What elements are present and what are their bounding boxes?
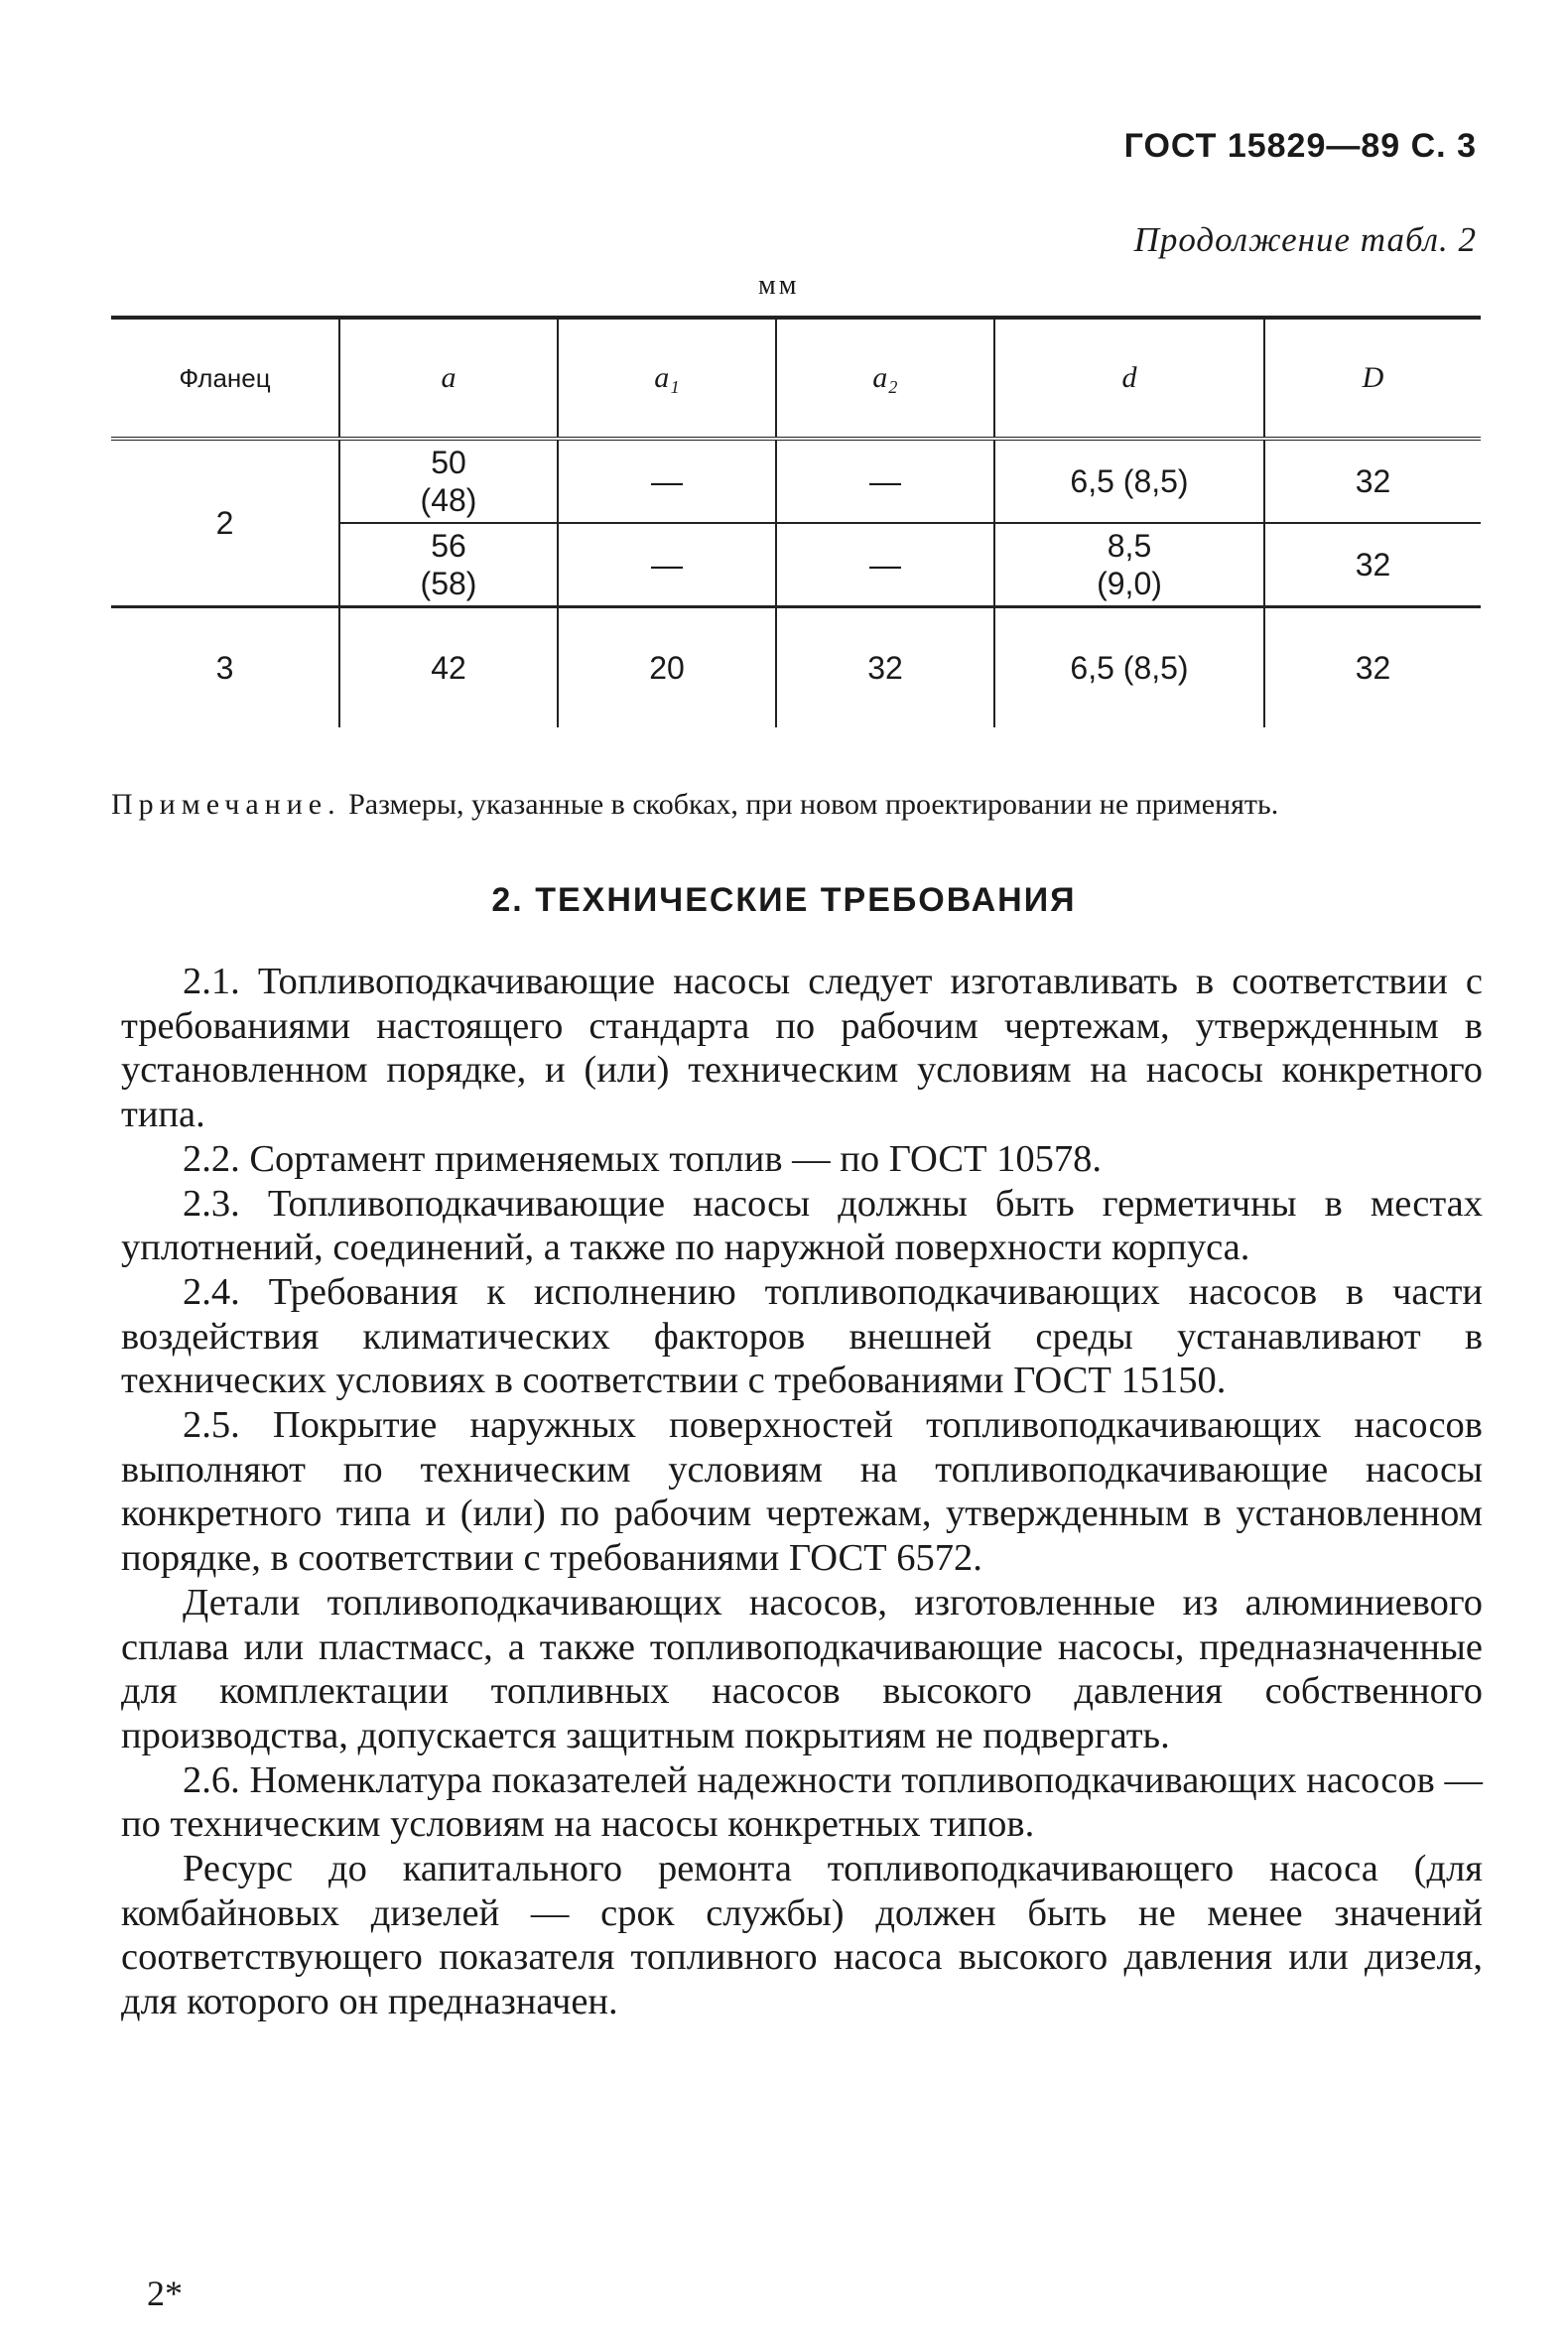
paragraph: 2.6. Номенклатура показателей надежности топливоподкачивающих насосов — по техническим условиям на насосы конкретных типов. [121, 1758, 1483, 1846]
cell-a2: — [776, 439, 994, 523]
table-row [111, 607, 1481, 728]
col-header-a: a [339, 318, 558, 439]
col-header-flange: Фланец [111, 318, 339, 439]
note-text: Размеры, указанные в скобках, при новом проектировании не применять. [348, 788, 1279, 821]
table-unit: мм [758, 270, 800, 301]
paragraph: 2.3. Топливоподкачивающие насосы должны быть герметичны в местах уплотнений, соединений, а также по наружной поверхности корпуса. [121, 1182, 1483, 1269]
paragraph: 2.2. Сортамент применяемых топлив — по ГОСТ 10578. [183, 1137, 1103, 1180]
note-label: Примечание. [111, 788, 341, 821]
cell-D: 32 [1264, 439, 1481, 523]
cell-a1: 20 [558, 607, 776, 728]
cell-D: 32 [1264, 523, 1481, 607]
cell-d: 8,5 (9,0) [994, 523, 1264, 607]
cell-d: 6,5 (8,5) [994, 607, 1264, 728]
cell-a2: 32 [776, 607, 994, 728]
cell-a: 42 [339, 607, 558, 728]
cell-a1: — [558, 439, 776, 523]
cell-a: 50 (48) [339, 439, 558, 523]
col-header-a2: a₂ [776, 318, 994, 439]
cell-flange: 2 [111, 439, 339, 607]
paragraph: Ресурс до капитального ремонта топливоподкачивающего насоса (для комбайновых дизелей — срок службы) должен быть не менее значений соответствующего показателя топливного насоса высокого давления или дизеля, для которого он предназначен. [121, 1848, 1483, 2023]
col-header-a1: a₁ [558, 318, 776, 439]
cell-a: 56 (58) [339, 523, 558, 607]
cell-a1: — [558, 523, 776, 607]
dimensions-table [111, 316, 1481, 727]
section-title: 2. ТЕХНИЧЕСКИЕ ТРЕБОВАНИЯ [491, 881, 1077, 919]
col-header-d: d [994, 318, 1264, 439]
table-note [111, 784, 1481, 826]
col-header-D: D [1264, 318, 1481, 439]
cell-D: 32 [1264, 607, 1481, 728]
section-body [121, 960, 1483, 2024]
page-footer-mark: 2* [147, 2273, 183, 2313]
cell-flange: 3 [215, 650, 234, 686]
paragraph: Детали топливоподкачивающих насосов, изготовленные из алюминиевого сплава или пластмасс, а также топливоподкачивающие насосы, предназначенные для комплектации топливных насосов высокого давления собственного производства, допускается защитным покрытиям не подвергать. [121, 1581, 1483, 1756]
table-header-row [111, 318, 1481, 439]
table-row [111, 439, 1481, 523]
table-continuation-label: Продолжение табл. 2 [1133, 220, 1477, 259]
paragraph: 2.4. Требования к исполнению топливоподкачивающих насосов в части воздействия климатических факторов внешней среды устанавливают в технических условиях в соответствии с требованиями ГОСТ 15150. [121, 1270, 1483, 1402]
paragraph: 2.1. Топливоподкачивающие насосы следует изготавливать в соответствии с требованиями настоящего стандарта по рабочим чертежам, утвержденным в установленном порядке, и (или) техническим условиям на насосы конкретного типа. [121, 961, 1483, 1136]
cell-a2: — [776, 523, 994, 607]
paragraph: 2.5. Покрытие наружных поверхностей топливоподкачивающих насосов выполняют по техническим условиям на топливоподкачивающие насосы конкретного типа и (или) по рабочим чертежам, утвержденным в установленном порядке, в соответствии с требованиями ГОСТ 6572. [121, 1404, 1483, 1580]
page-header: ГОСТ 15829—89 С. 3 [1123, 127, 1477, 165]
cell-d: 6,5 (8,5) [994, 439, 1264, 523]
